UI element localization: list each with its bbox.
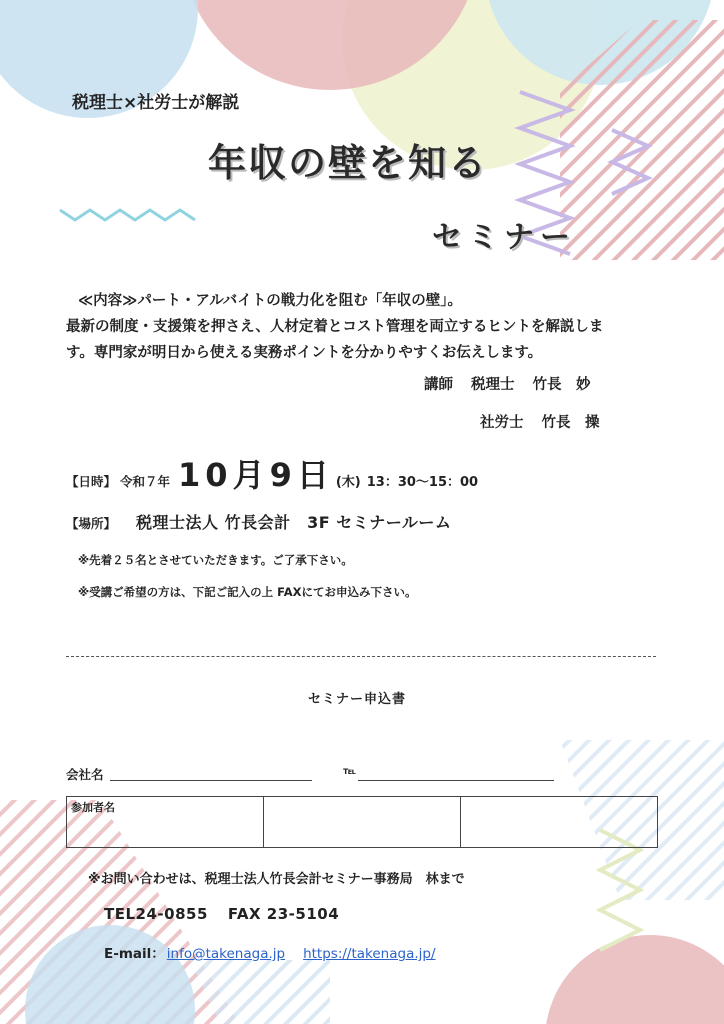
schedule-era: 令和７年	[120, 474, 171, 489]
schedule-weekday: (木)	[335, 475, 361, 490]
inquiry-text: ※お問い合わせは、税理士法人竹長会計セミナー事務局 林まで	[88, 872, 465, 887]
participant-label: 参加者名	[71, 801, 115, 814]
lecturer-1	[424, 373, 609, 394]
description	[66, 288, 666, 366]
fax-number: FAX 23-5104	[227, 905, 340, 923]
website-link[interactable]: https://takenaga.jp/	[303, 946, 436, 962]
venue-place: 税理士法人 竹長会計 3F セミナールーム	[136, 513, 452, 532]
lecturer-2	[480, 411, 618, 432]
lecturer-role-prefix: 講師	[424, 377, 453, 393]
form-title: セミナー申込書	[308, 692, 407, 707]
zigzag-cyan	[60, 210, 195, 220]
company-name-field[interactable]	[110, 780, 312, 781]
email-line	[104, 942, 436, 962]
schedule	[66, 450, 478, 496]
description-line-1: ≪内容≫パート・アルバイトの戦力化を阻む「年収の壁」。	[78, 293, 463, 309]
table-row	[67, 797, 658, 848]
page-title: 年収の壁を知る	[208, 141, 489, 185]
participant-cell-3[interactable]	[461, 797, 658, 848]
lecturer-1-role: 税理士	[471, 377, 515, 393]
note-application: ※受講ご希望の方は、下記ご記入の上 FAXにてお申込み下さい。	[78, 585, 417, 599]
description-line-3: す。専門家が明日から使える実務ポイントを分かりやすくお伝えします。	[66, 345, 543, 361]
cut-line-divider	[66, 656, 656, 657]
lecturer-2-name: 竹長 操	[541, 415, 600, 431]
schedule-label: 【日時】	[66, 474, 117, 489]
schedule-time: 13：30〜15：00	[366, 475, 479, 490]
email-link[interactable]: info@takenaga.jp	[166, 946, 286, 962]
tel-label: ℡	[343, 766, 356, 777]
participant-cell-2[interactable]	[264, 797, 461, 848]
seminar-heading: セミナー	[432, 220, 576, 255]
company-label: 会社名	[66, 767, 104, 782]
tel-field[interactable]	[358, 780, 554, 781]
participant-cell-1[interactable]	[67, 797, 264, 848]
phone-fax-line	[104, 905, 339, 923]
note-capacity: ※先着２５名とさせていただきます。ご了承下さい。	[78, 553, 353, 567]
lecturer-1-name: 竹長 妙	[532, 377, 591, 393]
venue-label: 【場所】	[66, 516, 117, 531]
pink-circle-bottom-right	[545, 935, 724, 1024]
tel-number: TEL24-0855	[104, 905, 208, 923]
schedule-date: 10月9日	[178, 456, 334, 494]
lecturer-2-role: 社労士	[480, 415, 524, 431]
subtitle: 税理士×社労士が解説	[72, 93, 240, 113]
venue	[66, 510, 451, 533]
email-label: E-mail：	[104, 946, 165, 962]
description-line-2: 最新の制度・支援策を押さえ、人材定着とコスト管理を両立するヒントを解説しま	[66, 319, 604, 335]
participant-table	[66, 796, 658, 848]
